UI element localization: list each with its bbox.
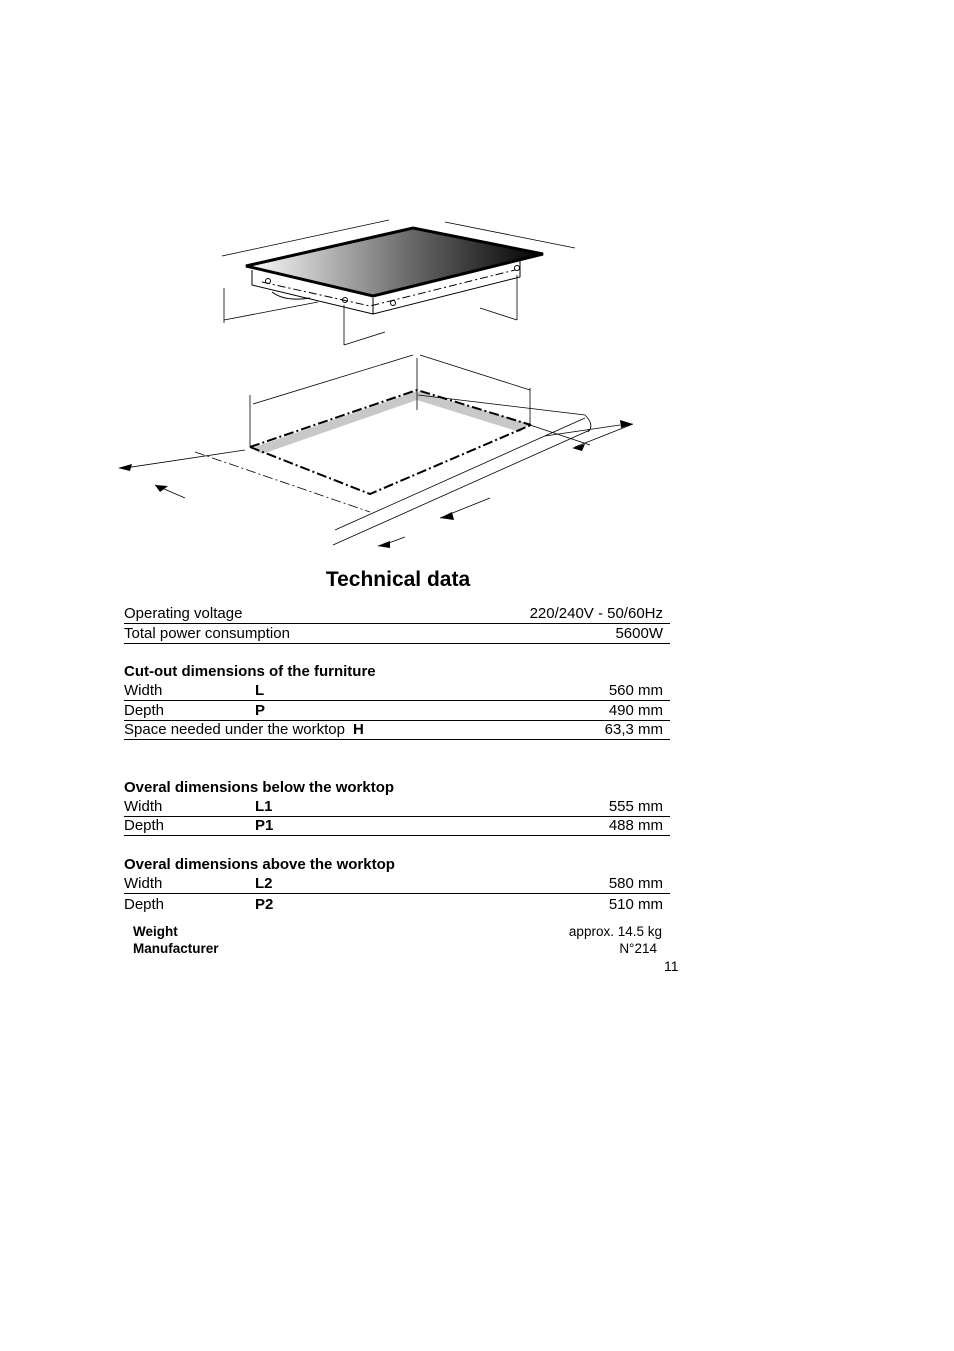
below-width-row bbox=[124, 797, 670, 817]
row-label: Depth bbox=[124, 702, 165, 719]
hob-installation-diagram bbox=[0, 0, 954, 560]
row-value: 488 mm bbox=[608, 817, 663, 834]
row-code: H bbox=[353, 721, 364, 738]
row-value: 555 mm bbox=[608, 798, 663, 815]
above-depth-row bbox=[124, 895, 670, 914]
row-label: Operating voltage bbox=[124, 605, 243, 622]
row-code: L bbox=[255, 682, 265, 699]
row-value: 560 mm bbox=[608, 682, 663, 699]
row-code: P2 bbox=[255, 896, 274, 913]
page-number: 11 bbox=[664, 958, 679, 974]
row-code: P bbox=[255, 702, 266, 719]
above-heading: Overal dimensions above the worktop bbox=[124, 856, 395, 873]
cutout-depth-row bbox=[124, 701, 670, 721]
row-label bbox=[124, 720, 364, 739]
cutout-width-row bbox=[124, 681, 670, 701]
row-value: 220/240V - 50/60Hz bbox=[529, 605, 663, 622]
row-label: Width bbox=[124, 875, 163, 892]
cutout-drawing bbox=[125, 355, 633, 545]
cutout-height-row bbox=[124, 720, 670, 740]
cutout-heading: Cut-out dimensions of the furniture bbox=[124, 663, 376, 680]
operating-voltage-row bbox=[124, 604, 670, 624]
row-value: 510 mm bbox=[608, 896, 663, 913]
manufacturer-value: N°214 bbox=[619, 941, 657, 956]
row-value: 63,3 mm bbox=[604, 721, 663, 738]
row-value: 580 mm bbox=[608, 875, 663, 892]
row-value: 5600W bbox=[615, 625, 663, 642]
row-label: Width bbox=[124, 798, 163, 815]
arrowheads bbox=[118, 420, 633, 548]
row-label-text: Space needed under the worktop bbox=[124, 721, 345, 738]
hob-drawing bbox=[222, 220, 575, 345]
power-consumption-row bbox=[124, 624, 670, 644]
weight-label: Weight bbox=[133, 924, 178, 939]
row-label: Width bbox=[124, 682, 163, 699]
above-width-row bbox=[124, 874, 670, 894]
page-title: Technical data bbox=[325, 568, 471, 591]
row-label: Depth bbox=[124, 896, 165, 913]
below-depth-row bbox=[124, 816, 670, 836]
row-code: L1 bbox=[255, 798, 273, 815]
row-code: P1 bbox=[255, 817, 274, 834]
manufacturer-label: Manufacturer bbox=[133, 941, 219, 956]
row-label: Total power consumption bbox=[124, 625, 290, 642]
row-value: 490 mm bbox=[608, 702, 663, 719]
row-code: L2 bbox=[255, 875, 273, 892]
row-label: Depth bbox=[124, 817, 165, 834]
below-heading: Overal dimensions below the worktop bbox=[124, 779, 395, 796]
weight-value: approx. 14.5 kg bbox=[568, 924, 662, 939]
